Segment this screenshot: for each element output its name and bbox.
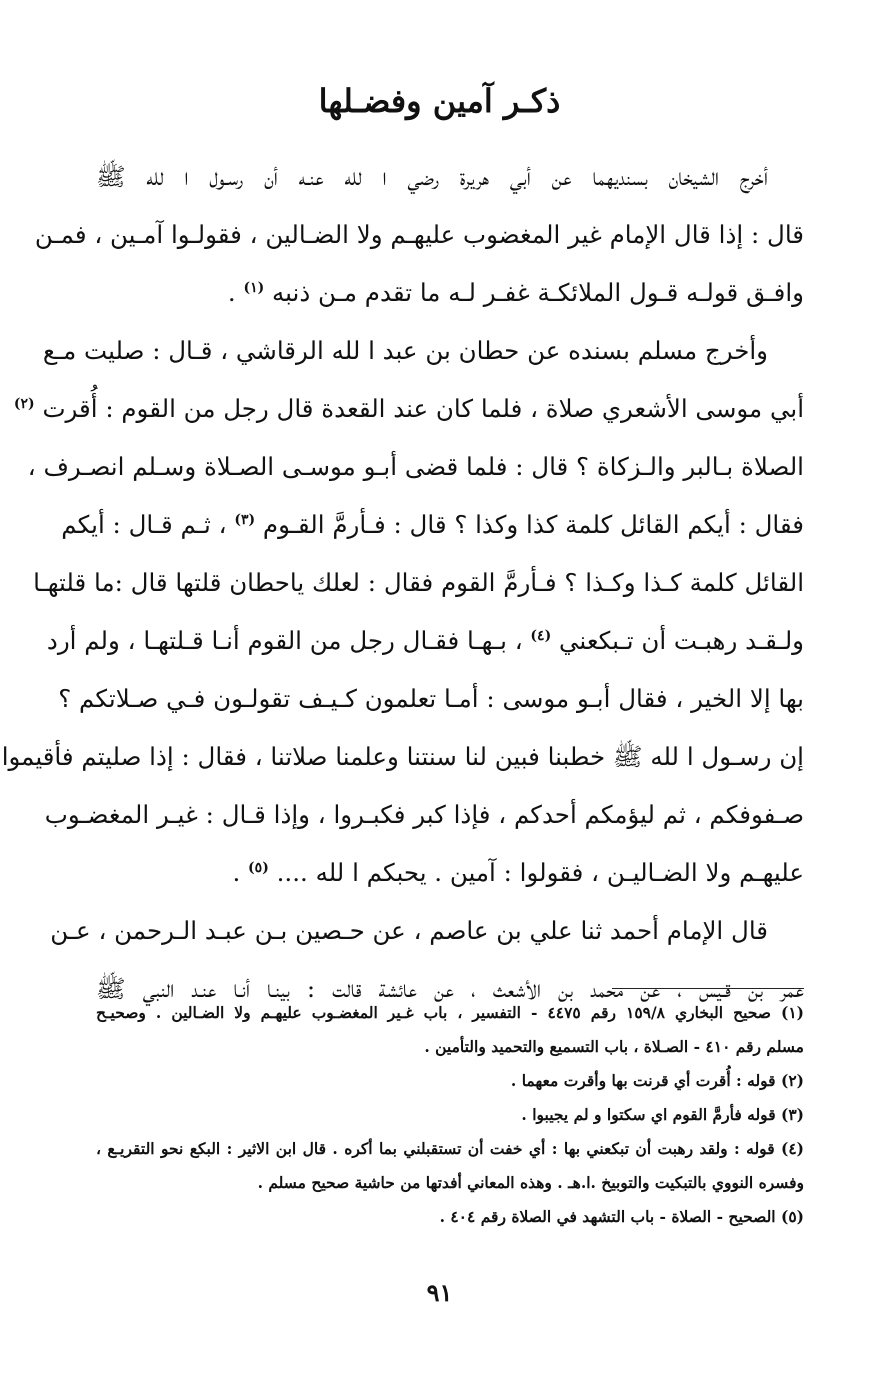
text-line: وافـق قولـه قـول الملائكـة غفـر لـه ما تقدم مـن ذنبه $^{(١)}$ . xyxy=(227,278,804,307)
text-line: أبي موسى الأشعري صلاة ، فلما كان عند القعدة قال رجل من القوم : أُقرت $^{(٢)}$ xyxy=(13,394,804,423)
text-line: إن رسـول ا لله ﷺ خطبنا فبين لنا سنتنا وعلمنا صلاتنا ، فقال : إذا صليتم فأقيموا xyxy=(1,742,804,771)
main-text xyxy=(1,148,804,1018)
footnote-marker: (٤) xyxy=(530,627,552,644)
text-line: وأخرج مسلم بسنده عن حطان بن عبد ا لله الرقاشي ، قـال : صليت مـع xyxy=(42,336,768,365)
text-line: صـفوفكم ، ثم ليؤمكم أحدكم ، فإذا كبر فكبـروا ، وإذا قـال : غيـر المغضـوب xyxy=(44,800,804,829)
footnote-marker: (٣) xyxy=(234,511,256,528)
text-line: عمر بن قـيس ، عن محمد بن الأشعث ، عن عائشة قالت : بينـا أنـا عنـد النبي ﷺ xyxy=(96,974,804,1003)
footnote-line: (٣) قوله فأرمَّ القوم اي سكتوا و لم يجيبوا . xyxy=(521,1105,804,1124)
text-line: قال : إذا قال الإمام غير المغضوب عليهـم ولا الضـالين ، فقولـوا آمـين ، فمـن xyxy=(34,220,804,249)
footnote-line: وفسره النووي بالتبكيت والتوبيخ .ا.هـ . وهذه المعاني أفدتها من حاشية صحيح مسلم . xyxy=(257,1173,804,1192)
footnote-line: مسلم رقم ٤١٠ - الصـلاة ، باب التسميع والتحميد والتأمين . xyxy=(424,1037,804,1056)
footnote-separator xyxy=(612,988,804,989)
text-line: بها إلا الخير ، فقال أبـو موسى : أمـا تعلمون كـيـف تقولـون فـي صـلاتكم ؟ xyxy=(58,684,804,713)
footnote-marker: (١) xyxy=(243,279,265,296)
chapter-title: ذكـر آمين وفضـلها xyxy=(318,82,561,120)
footnote-marker: (٥) xyxy=(248,859,269,876)
text-line: فقال : أيكم القائل كلمة كذا وكذا ؟ قال : فـأرمَّ القـوم $^{(٣)}$ ، ثـم قـال : أيكم xyxy=(61,510,804,539)
text-line: الصلاة بـالبر والـزكاة ؟ قال : فلما قضى أبـو موسـى الصـلاة وسـلم انصـرف ، xyxy=(27,452,804,481)
footnotes xyxy=(96,996,804,1234)
footnote-marker: (٢) xyxy=(13,395,35,412)
text-line: القائل كلمة كـذا وكـذا ؟ فـأرمَّ القوم فقال : لعلك ياحطان قلتها قال :ما قلتهـا xyxy=(33,568,804,597)
footnote-line: (٤) قوله : ولقد رهبت أن تبكعني بها : أي خفت أن تستقبلني بما أكره . قال ابن الاثير : البكع نحو التقريـع ، xyxy=(96,1139,804,1158)
footnote-line: (٢) قوله : أُقرت أي قرنت بها وأقرت معهما . xyxy=(510,1071,804,1090)
page-number: ٩١ xyxy=(426,1278,453,1307)
footnote-line: (٥) الصحيح - الصلاة - باب التشهد في الصلاة رقم ٤٠٤ . xyxy=(439,1207,804,1226)
footnote-line: (١) صحيح البخاري ١٥٩/٨ رقم ٤٤٧٥ - التفسير ، باب غـير المغضـوب عليهـم ولا الضـالين . وصحيـح xyxy=(96,1003,804,1022)
text-line: عليهـم ولا الضـاليـن ، فقولوا : آمين . يحبكم ا لله .... $^{(٥)}$ . xyxy=(232,858,804,887)
text-line: أخرج الشيخان بسنديهما عن أبي هريرة رضي ا لله عنـه أن رسـول ا لله ﷺ xyxy=(96,162,768,191)
text-line: قال الإمام أحمد ثنا علي بن عاصم ، عن حـصين بـن عبـد الـرحمن ، عـن xyxy=(50,916,768,945)
text-line: ولـقـد رهبـت أن تـبكعني $^{(٤)}$ ، بـهـا فقـال رجل من القوم أنـا قـلتهـا ، ولم أرد xyxy=(46,626,804,655)
